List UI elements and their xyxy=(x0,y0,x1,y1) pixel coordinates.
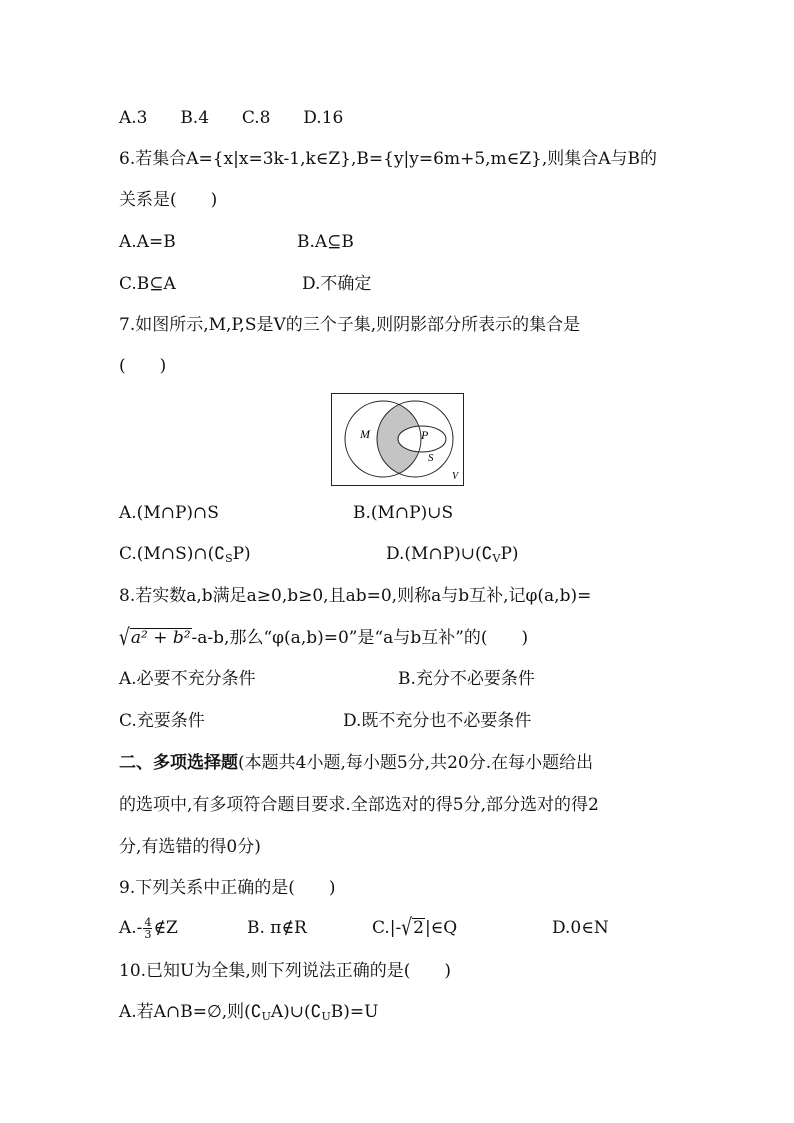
q10-sub-u2: U xyxy=(321,1010,331,1023)
q7-option-c-tail: P) xyxy=(232,544,251,564)
q9-stem: 9.下列关系中正确的是( ) xyxy=(119,878,336,898)
q7-option-a: A.(M∩P)∩S xyxy=(119,503,219,523)
q7-option-b: B.(M∩P)∪S xyxy=(353,503,454,523)
q7-stem-line1: 7.如图所示,M,P,S是V的三个子集,则阴影部分所表示的集合是 xyxy=(119,315,581,335)
q6-stem-line1: 6.若集合A={x|x=3k-1,k∈Z},B={y|y=6m+5,m∈Z},则集合A与B的 xyxy=(119,149,658,169)
q9-option-a-tail: ∉Z xyxy=(153,918,178,938)
q6-option-a: A.A=B xyxy=(119,232,176,252)
section2-desc-line3: 分,有选错的得0分) xyxy=(119,837,261,857)
q9-option-a xyxy=(119,917,178,940)
q8-stem-line1: 8.若实数a,b满足a≥0,b≥0,且ab=0,则称a与b互补,记φ(a,b)= xyxy=(119,586,592,606)
q9-sqrt-value: 2 xyxy=(413,918,424,938)
q8-stem-line2-text: -a-b,那么“φ(a,b)=0”是“a与b互补”的( ) xyxy=(191,628,529,648)
q8-option-d: D.既不充分也不必要条件 xyxy=(343,711,532,731)
label-s: S xyxy=(428,452,434,464)
q6-option-d: D.不确定 xyxy=(302,274,372,294)
q8-option-c: C.充要条件 xyxy=(119,711,205,731)
q5-option-b: B.4 xyxy=(180,108,210,128)
q7-option-d xyxy=(386,543,519,570)
sqrt-radical: √ xyxy=(119,624,130,652)
q9-option-a-text: A.- xyxy=(119,918,143,938)
fraction-numerator: 4 xyxy=(144,916,152,929)
q8-option-b: B.充分不必要条件 xyxy=(398,669,535,689)
q5-options xyxy=(119,107,343,129)
q8-option-a: A.必要不充分条件 xyxy=(119,669,256,689)
fraction-denominator: 3 xyxy=(144,928,152,941)
q10-option-a-text: A.若A∩B=∅,则(∁ xyxy=(119,1002,262,1022)
section2-header xyxy=(119,752,593,774)
q6-stem-line2: 关系是( ) xyxy=(119,190,218,210)
sqrt-radical: √ xyxy=(401,914,413,942)
q7-stem-line2: ( ) xyxy=(119,356,167,376)
label-p: P xyxy=(421,428,429,442)
q9-option-c-tail: |∈Q xyxy=(424,918,458,938)
q7-option-c-text: C.(M∩S)∩(∁ xyxy=(119,544,226,564)
q7-option-c-sub: S xyxy=(225,552,233,565)
q10-sub-u1: U xyxy=(261,1010,271,1023)
q5-option-a: A.3 xyxy=(119,108,148,128)
section2-title: 二、多项选择题 xyxy=(119,753,238,773)
q8-sqrt-expression: a² + b² xyxy=(130,628,191,648)
q7-option-d-text: D.(M∩P)∪(∁ xyxy=(386,544,493,564)
q10-option-a xyxy=(119,1001,378,1028)
q6-option-b: B.A⊆B xyxy=(297,232,354,252)
section2-desc-line1: (本题共4小题,每小题5分,共20分.在每小题给出 xyxy=(238,753,594,773)
q7-option-d-sub: V xyxy=(492,552,501,565)
q8-stem-line2 xyxy=(119,624,529,652)
q9-option-d: D.0∈N xyxy=(552,918,609,938)
q6-option-c: C.B⊆A xyxy=(119,274,176,294)
q10-option-a-mid: A)∪(∁ xyxy=(270,1002,322,1022)
q5-option-d: D.16 xyxy=(303,108,344,128)
section2-desc-line2: 的选项中,有多项符合题目要求.全部选对的得5分,部分选对的得2 xyxy=(119,795,599,815)
q10-stem: 10.已知U为全集,则下列说法正确的是( ) xyxy=(119,961,452,981)
q9-option-c xyxy=(372,914,458,942)
q7-option-c xyxy=(119,543,251,570)
label-v: V xyxy=(452,471,459,482)
q9-option-c-text: C.|- xyxy=(372,918,402,938)
q7-option-d-tail: P) xyxy=(500,544,519,564)
fraction xyxy=(143,917,152,940)
q5-option-c: C.8 xyxy=(241,108,271,128)
label-m: M xyxy=(360,427,370,441)
q10-option-a-tail: B)=U xyxy=(330,1002,379,1022)
q9-option-b: B. π∉R xyxy=(247,918,307,938)
venn-diagram xyxy=(331,393,464,486)
